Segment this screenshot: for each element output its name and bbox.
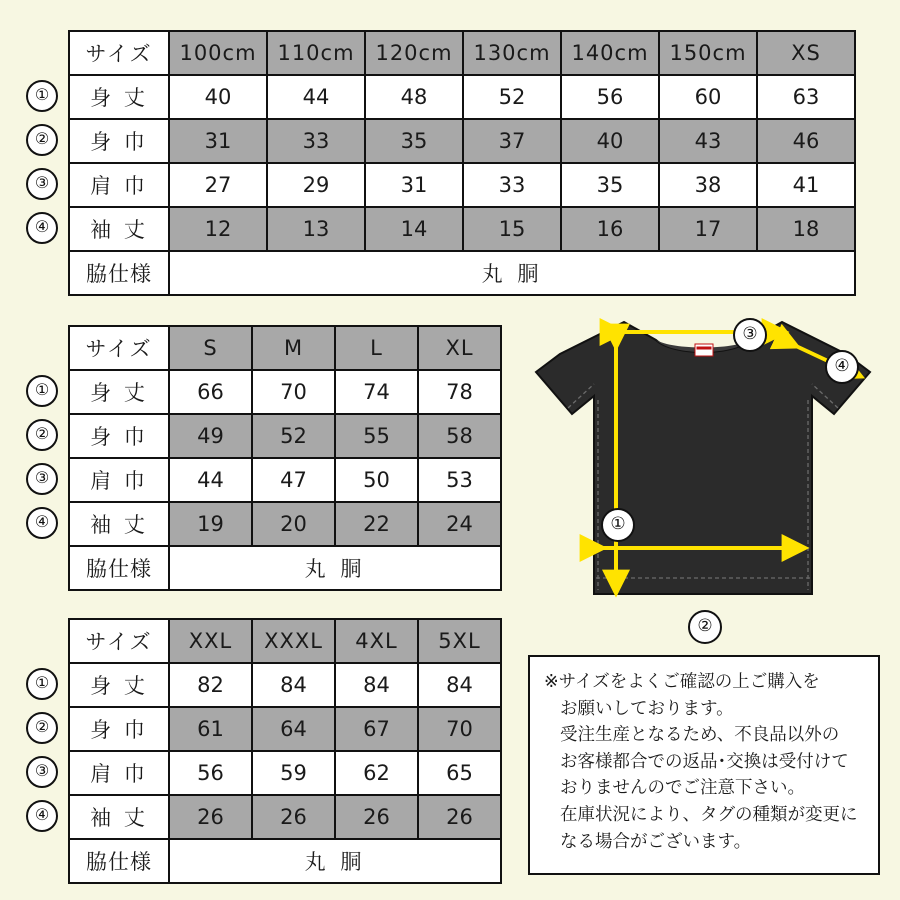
cell: 27 — [169, 163, 267, 207]
badge-body-width: ② — [688, 610, 722, 644]
cell: 65 — [418, 751, 501, 795]
cell: 84 — [418, 663, 501, 707]
table-row — [69, 707, 501, 751]
cell: 63 — [757, 75, 855, 119]
table-row — [69, 546, 501, 590]
cell: 40 — [169, 75, 267, 119]
row-label: 身 丈 — [69, 663, 169, 707]
cell: 58 — [418, 414, 501, 458]
column-header: XXXL — [252, 619, 335, 663]
row-label: 肩 巾 — [69, 458, 169, 502]
column-header: 5XL — [418, 619, 501, 663]
marker-body-width: ② — [26, 124, 58, 156]
table-row — [69, 839, 501, 883]
side-spec-value: 丸 胴 — [169, 251, 855, 295]
cell: 44 — [169, 458, 252, 502]
marker-sleeve-length: ④ — [26, 800, 58, 832]
column-header: S — [169, 326, 252, 370]
column-header: 140cm — [561, 31, 659, 75]
cell: 31 — [365, 163, 463, 207]
cell: 55 — [335, 414, 418, 458]
kids-size-table-wrapper — [68, 30, 856, 296]
cell: 35 — [561, 163, 659, 207]
shirt-body — [536, 322, 870, 594]
table-row — [69, 370, 501, 414]
cell: 18 — [757, 207, 855, 251]
cell: 67 — [335, 707, 418, 751]
column-header: 100cm — [169, 31, 267, 75]
row-label: 身 巾 — [69, 414, 169, 458]
badge-sleeve-length: ④ — [825, 350, 859, 384]
column-header: M — [252, 326, 335, 370]
marker-body-length: ① — [26, 668, 58, 700]
side-spec-label: 脇仕様 — [69, 839, 169, 883]
row-label: 袖 丈 — [69, 207, 169, 251]
brand-tag-icon — [695, 344, 713, 356]
cell: 26 — [169, 795, 252, 839]
table-row — [69, 75, 855, 119]
table-row — [69, 163, 855, 207]
table-row — [69, 251, 855, 295]
row-label: 肩 巾 — [69, 751, 169, 795]
side-spec-label: 脇仕様 — [69, 546, 169, 590]
column-header: XL — [418, 326, 501, 370]
marker-shoulder-width: ③ — [26, 463, 58, 495]
table-row — [69, 414, 501, 458]
big-size-table-wrapper — [68, 618, 502, 884]
cell: 26 — [418, 795, 501, 839]
badge-body-length: ① — [601, 508, 635, 542]
side-spec-label: 脇仕様 — [69, 251, 169, 295]
kids-size-table — [68, 30, 856, 296]
column-header: 110cm — [267, 31, 365, 75]
tshirt-measurement-diagram — [528, 310, 878, 650]
kids-table-row-markers — [26, 30, 58, 250]
notice-line: なる場合がございます。 — [560, 831, 752, 852]
column-header: L — [335, 326, 418, 370]
column-header: XXL — [169, 619, 252, 663]
cell: 84 — [252, 663, 335, 707]
marker-body-length: ① — [26, 80, 58, 112]
row-label: 身 巾 — [69, 119, 169, 163]
cell: 14 — [365, 207, 463, 251]
cell: 64 — [252, 707, 335, 751]
table-row — [69, 795, 501, 839]
cell: 33 — [267, 119, 365, 163]
notice-line: ※サイズをよくご確認の上ご購入を — [544, 672, 820, 692]
header-size-label: サイズ — [69, 326, 169, 370]
column-header: 120cm — [365, 31, 463, 75]
cell: 49 — [169, 414, 252, 458]
table-row — [69, 458, 501, 502]
table-row — [69, 207, 855, 251]
purchase-notice-box — [528, 655, 880, 875]
table-row — [69, 663, 501, 707]
cell: 16 — [561, 207, 659, 251]
notice-line: おりませんのでご注意下さい。 — [560, 778, 805, 799]
table-row — [69, 119, 855, 163]
cell: 12 — [169, 207, 267, 251]
notice-line: 在庫状況により、タグの種類が変更に — [560, 804, 858, 825]
row-label: 袖 丈 — [69, 795, 169, 839]
header-size-label: サイズ — [69, 31, 169, 75]
cell: 52 — [463, 75, 561, 119]
cell: 35 — [365, 119, 463, 163]
cell: 56 — [561, 75, 659, 119]
table-row — [69, 751, 501, 795]
cell: 41 — [757, 163, 855, 207]
cell: 13 — [267, 207, 365, 251]
cell: 44 — [267, 75, 365, 119]
big-table-row-markers — [26, 618, 58, 838]
cell: 26 — [252, 795, 335, 839]
marker-body-length: ① — [26, 375, 58, 407]
cell: 29 — [267, 163, 365, 207]
cell: 38 — [659, 163, 757, 207]
column-header: 4XL — [335, 619, 418, 663]
marker-shoulder-width: ③ — [26, 168, 58, 200]
cell: 84 — [335, 663, 418, 707]
column-header: XS — [757, 31, 855, 75]
big-size-table — [68, 618, 502, 884]
notice-line: 受注生産となるため、不良品以外の — [560, 725, 840, 746]
notice-line: お願いしております。 — [560, 698, 734, 719]
header-size-label: サイズ — [69, 619, 169, 663]
marker-sleeve-length: ④ — [26, 507, 58, 539]
cell: 20 — [252, 502, 335, 546]
cell: 24 — [418, 502, 501, 546]
cell: 43 — [659, 119, 757, 163]
adult-size-table-wrapper — [68, 325, 502, 591]
cell: 82 — [169, 663, 252, 707]
cell: 78 — [418, 370, 501, 414]
marker-body-width: ② — [26, 419, 58, 451]
adult-size-table — [68, 325, 502, 591]
cell: 70 — [252, 370, 335, 414]
cell: 33 — [463, 163, 561, 207]
cell: 70 — [418, 707, 501, 751]
row-label: 身 丈 — [69, 75, 169, 119]
row-label: 身 丈 — [69, 370, 169, 414]
cell: 46 — [757, 119, 855, 163]
marker-sleeve-length: ④ — [26, 212, 58, 244]
cell: 37 — [463, 119, 561, 163]
cell: 59 — [252, 751, 335, 795]
column-header: 150cm — [659, 31, 757, 75]
cell: 15 — [463, 207, 561, 251]
row-label: 肩 巾 — [69, 163, 169, 207]
cell: 50 — [335, 458, 418, 502]
cell: 53 — [418, 458, 501, 502]
cell: 26 — [335, 795, 418, 839]
cell: 48 — [365, 75, 463, 119]
table-row — [69, 502, 501, 546]
row-label: 身 巾 — [69, 707, 169, 751]
cell: 62 — [335, 751, 418, 795]
cell: 66 — [169, 370, 252, 414]
cell: 47 — [252, 458, 335, 502]
cell: 61 — [169, 707, 252, 751]
notice-line: お客様都合での返品･交換は受付けて — [560, 751, 849, 772]
cell: 19 — [169, 502, 252, 546]
cell: 17 — [659, 207, 757, 251]
row-label: 袖 丈 — [69, 502, 169, 546]
side-spec-value: 丸 胴 — [169, 839, 501, 883]
column-header: 130cm — [463, 31, 561, 75]
marker-body-width: ② — [26, 712, 58, 744]
brand-tag-stripe — [697, 347, 712, 350]
cell: 22 — [335, 502, 418, 546]
cell: 60 — [659, 75, 757, 119]
cell: 74 — [335, 370, 418, 414]
table-row — [69, 326, 501, 370]
cell: 31 — [169, 119, 267, 163]
adult-table-row-markers — [26, 325, 58, 545]
table-row — [69, 31, 855, 75]
table-row — [69, 619, 501, 663]
cell: 52 — [252, 414, 335, 458]
marker-shoulder-width: ③ — [26, 756, 58, 788]
cell: 56 — [169, 751, 252, 795]
cell: 40 — [561, 119, 659, 163]
badge-shoulder-width: ③ — [733, 318, 767, 352]
side-spec-value: 丸 胴 — [169, 546, 501, 590]
